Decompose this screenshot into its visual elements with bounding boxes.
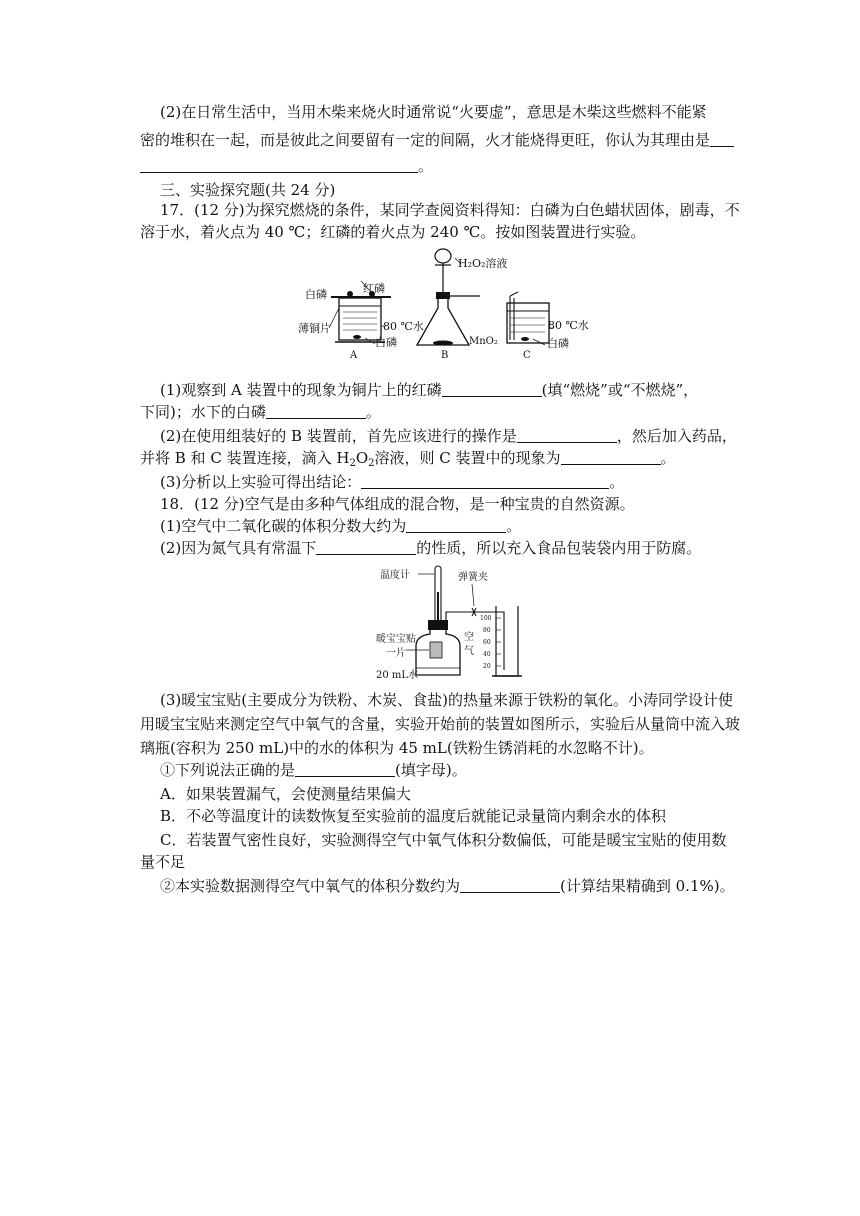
answer-blank[interactable] <box>561 450 661 465</box>
label-c-white-phosphorus: 白磷 <box>547 337 569 350</box>
label-warmer-1: 暖宝宝贴 <box>376 634 416 645</box>
q18-stem: 18．(12 分)空气是由多种气体组成的混合物，是一种宝贵的自然资源。 <box>160 495 635 513</box>
answer-blank[interactable] <box>140 158 418 173</box>
answer-blank[interactable] <box>710 132 734 147</box>
apparatus-b <box>417 249 507 361</box>
connecting-tube <box>446 570 504 670</box>
option-b: B．不必等温度计的读数恢复至实验前的温度后就能记录量筒内剩余水的体积 <box>160 807 667 825</box>
q17-3: (3)分析以上实验可得出结论： 。 <box>160 473 625 491</box>
label-thermometer: 温度计 <box>380 570 410 581</box>
option-c-line2: 量不足 <box>140 853 186 871</box>
graduated-cylinder <box>480 606 522 676</box>
tick-80: 80 <box>483 627 491 634</box>
combustion-apparatus-figure <box>295 248 595 363</box>
answer-blank[interactable] <box>266 404 366 419</box>
label-a-underwater-phosphorus: 白磷 <box>375 336 397 349</box>
answer-blank[interactable] <box>316 540 416 555</box>
label-a-white-phosphorus: 白磷 <box>305 288 327 301</box>
tick-20: 20 <box>483 663 491 670</box>
label-a-red-phosphorus: 红磷 <box>363 282 385 295</box>
answer-blank[interactable] <box>361 474 609 489</box>
label-water-20ml: 20 mL水 <box>376 670 419 681</box>
label-air-2: 气 <box>464 646 474 657</box>
q17-2-line1: (2)在使用组装好的 B 装置前，首先应该进行的操作是 ，然后加入药品， <box>160 427 737 445</box>
tick-60: 60 <box>483 639 491 646</box>
option-c-line1: C．若装置气密性良好，实验测得空气中氧气体积分数偏低，可能是暖宝宝贴的使用数 <box>160 831 727 849</box>
label-c: C <box>523 350 531 361</box>
q16-2-line3: 。 <box>140 154 732 178</box>
thermometer <box>380 566 441 628</box>
q16-2-line2: 密的堆积在一起，而是彼此之间要留有一定的间隔，火才能烧得更旺，你认为其理由是 <box>140 128 732 152</box>
q18-3-line3: 璃瓶(容积为 250 mL)中的水的体积为 45 mL(铁粉生锈消耗的水忽略不计)。 <box>140 739 654 757</box>
q16-2-line1: (2)在日常生活中，当用木柴来烧火时通常说“火要虚”，意思是木柴这些燃料不能紧 <box>160 103 707 121</box>
label-c-water: 80 ℃水 <box>548 319 589 332</box>
label-a-copper-sheet: 薄铜片 <box>298 322 331 335</box>
label-a: A <box>350 350 358 361</box>
label-b-mno2: MnO₂ <box>469 336 498 347</box>
q18-3-line1: (3)暖宝宝贴(主要成分为铁粉、木炭、食盐)的热量来源于铁粉的氧化。小涛同学设计使 <box>160 691 733 709</box>
answer-blank[interactable] <box>295 762 395 777</box>
q18-3-line2: 用暖宝宝贴来测定空气中氧气的含量，实验开始前的装置如图所示，实验后从量筒中流入玻 <box>140 715 741 733</box>
tick-100: 100 <box>480 615 492 622</box>
apparatus-a <box>298 281 424 361</box>
answer-blank[interactable] <box>406 518 506 533</box>
q18-1: (1)空气中二氧化碳的体积分数大约为 。 <box>160 517 522 535</box>
apparatus-c <box>507 292 589 361</box>
label-clamp: 弹簧夹 <box>458 572 488 583</box>
section-heading: 三、实验探究题(共 24 分) <box>160 181 336 199</box>
q17-1-line2: 下同)；水下的白磷 。 <box>140 403 381 421</box>
label-b-h2o2: H₂O₂溶液 <box>458 257 508 270</box>
label-warmer-2: 一片 <box>386 648 406 659</box>
q18-2: (2)因为氮气具有常温下 的性质，所以充入食品包装袋内用于防腐。 <box>160 539 702 557</box>
q17-1-line1: (1)观察到 A 装置中的现象为铜片上的红磷 (填“燃烧”或“不燃烧”， <box>160 381 699 399</box>
q18-3-sub2: ②本实验数据测得空气中氧气的体积分数约为 (计算结果精确到 0.1%)。 <box>160 877 735 895</box>
q17-stem-line1: 17．(12 分)为探究燃烧的条件，某同学查阅资料得知：白磷为白色蜡状固体，剧毒，不 <box>160 201 740 219</box>
label-air-1: 空 <box>464 632 474 643</box>
q17-2-line2: 并将 B 和 C 装置连接，滴入 $H_2O_2$溶液，则 C 装置中的现象为 。 <box>140 449 676 469</box>
label-a-water: 80 ℃水 <box>383 320 424 333</box>
q17-stem-line2: 溶于水，着火点为 40 ℃；红磷的着火点为 240 ℃。按如图装置进行实验。 <box>140 223 646 241</box>
option-a: A．如果装置漏气，会使测量结果偏大 <box>160 785 411 803</box>
glass-bottle <box>376 620 474 681</box>
answer-blank[interactable] <box>442 382 542 397</box>
tick-40: 40 <box>483 651 491 658</box>
oxygen-measurement-figure <box>376 562 526 682</box>
answer-blank[interactable] <box>460 878 560 893</box>
answer-blank[interactable] <box>517 428 617 443</box>
label-b: B <box>441 350 449 361</box>
q18-3-sub1: ①下列说法正确的是 (填字母)。 <box>160 761 467 779</box>
